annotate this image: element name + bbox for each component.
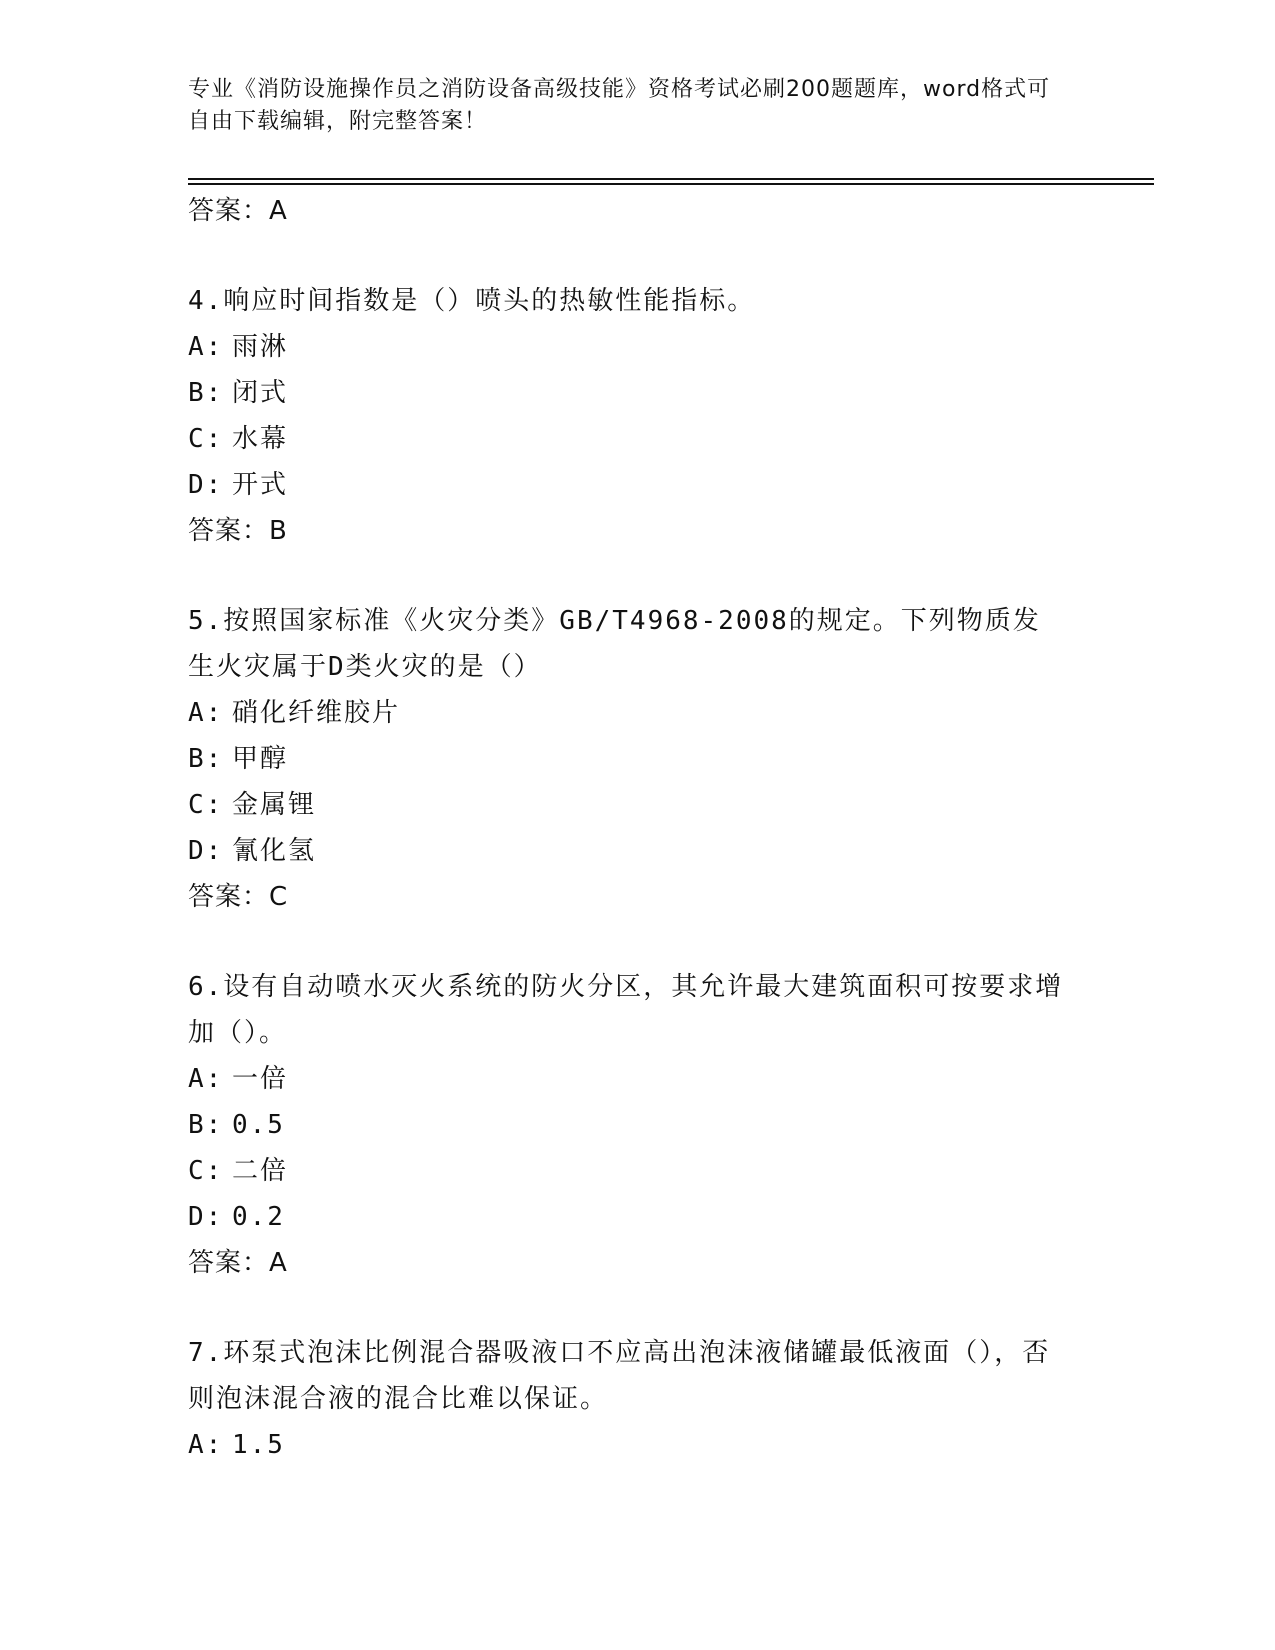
option-b: B: 甲醇 [188, 744, 289, 774]
question-text: 6.设有自动喷水灭火系统的防火分区，其允许最大建筑面积可按要求增加（）。 [188, 972, 1064, 1048]
question-block-4 [188, 278, 1088, 554]
answer-line: 答案：A [188, 196, 288, 226]
option-b: B: 闭式 [188, 378, 289, 408]
answer-line: 答案：B [188, 516, 288, 546]
answer-line: 答案：C [188, 882, 289, 912]
question-list [188, 188, 1088, 1468]
document-header: 专业《消防设施操作员之消防设备高级技能》资格考试必刷200题题库，word格式可自由下载编辑，附完整答案！ [188, 77, 1051, 134]
header-rule-top [188, 178, 1154, 180]
option-c: C: 二倍 [188, 1156, 289, 1186]
question-block-7 [188, 1330, 1088, 1468]
option-d: D: 0.2 [188, 1202, 285, 1232]
option-a: A: 一倍 [188, 1064, 289, 1094]
answer-line: 答案：A [188, 1248, 288, 1278]
question-text: 7.环泵式泡沫比例混合器吸液口不应高出泡沫液储罐最低液面（），否则泡沫混合液的混合比难以保证。 [188, 1338, 1051, 1414]
option-a: A: 1.5 [188, 1430, 285, 1460]
question-block-6 [188, 964, 1088, 1286]
option-b: B: 0.5 [188, 1110, 285, 1140]
option-d: D: 开式 [188, 470, 289, 500]
option-c: C: 金属锂 [188, 790, 317, 820]
question-block-5 [188, 598, 1088, 920]
option-c: C: 水幕 [188, 424, 289, 454]
question-text: 5.按照国家标准《火灾分类》GB/T4968-2008的规定。下列物质发生火灾属于D类火灾的是（） [188, 606, 1041, 682]
option-d: D: 氰化氢 [188, 836, 317, 866]
question-text: 4.响应时间指数是（）喷头的热敏性能指标。 [188, 286, 756, 316]
option-a: A: 雨淋 [188, 332, 289, 362]
option-a: A: 硝化纤维胶片 [188, 698, 401, 728]
header-rule-bottom [188, 183, 1154, 185]
